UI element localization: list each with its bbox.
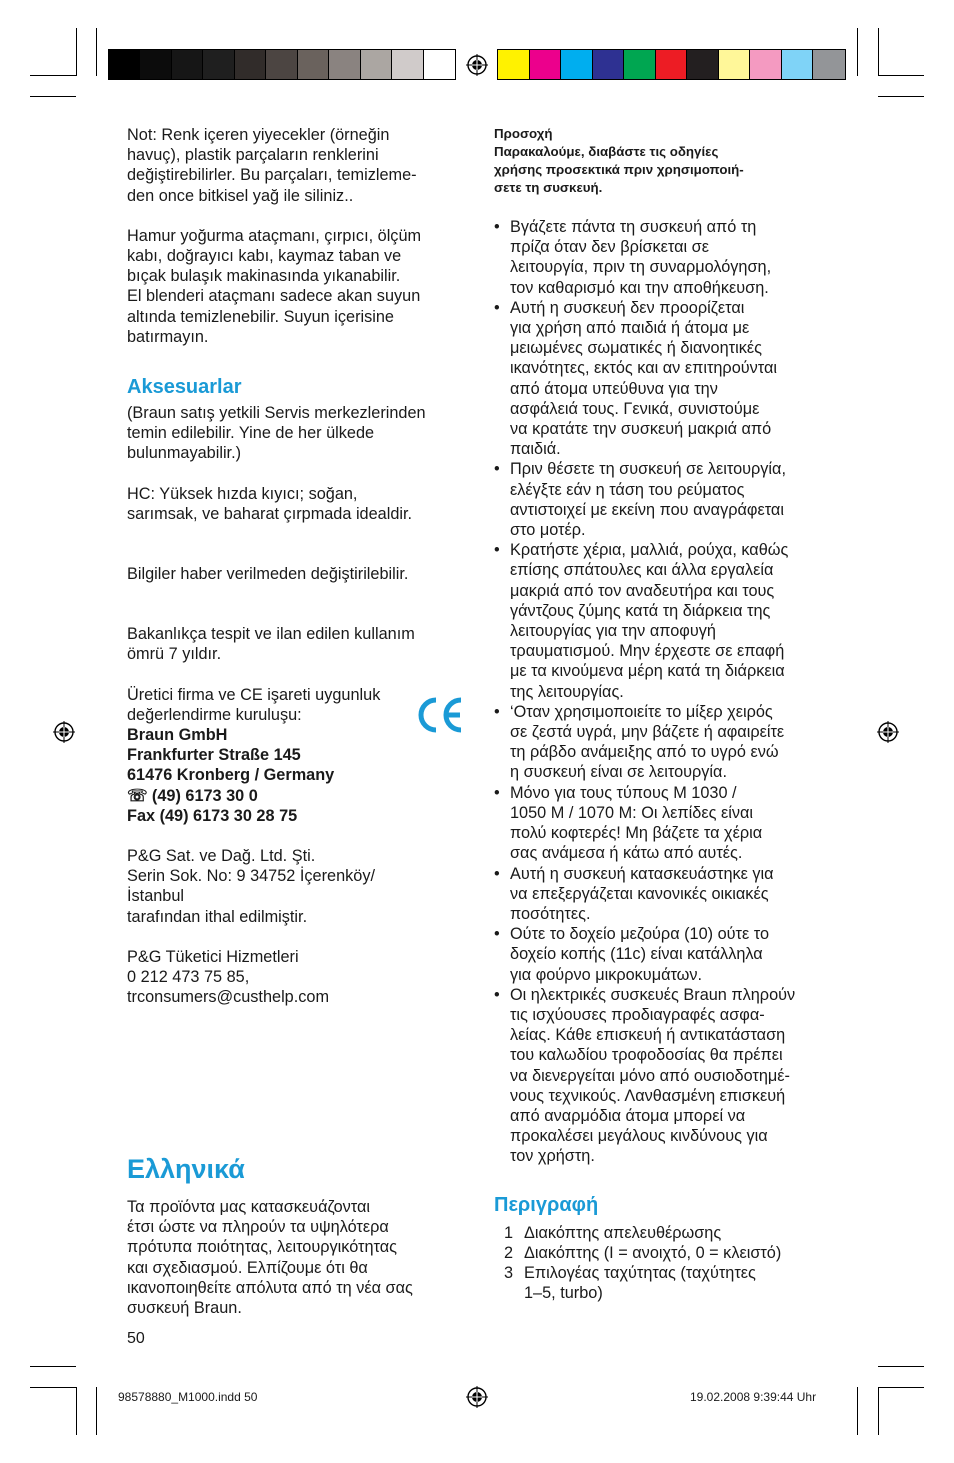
right-column — [494, 125, 844, 1303]
phone-line: ☏ (49) 6173 30 0 — [127, 786, 258, 805]
color-swatch — [392, 50, 423, 79]
color-swatch — [750, 50, 782, 79]
color-swatch — [498, 50, 530, 79]
crop-mark — [878, 28, 879, 76]
text-line: του καλωδίου τροφοδοσίας θα πρέπει — [510, 1046, 783, 1065]
text-line: σε ζεστά υγρά, μην βάζετε ή αφαιρείτε — [510, 723, 785, 742]
text-line: νους τεχνικούς. Λανθασμένη επισκευή — [510, 1086, 786, 1105]
text-line: να κρατάτε την συσκευή μακριά από — [510, 420, 772, 439]
text-line: altında temizlenebilir. Suyun içerisine — [127, 307, 394, 326]
crop-mark — [878, 75, 924, 76]
crop-mark — [857, 28, 858, 76]
item-number: 1 — [504, 1223, 514, 1242]
crop-mark — [878, 96, 924, 97]
text-line: της λειτουργίας. — [510, 682, 624, 701]
text-line: ποσότητες. — [510, 904, 591, 923]
registration-mark-icon — [466, 54, 488, 76]
text-line: • Μόνο για τους τύπους M 1030 / — [510, 783, 737, 802]
text-line: tarafından ithal edilmiştir. — [127, 907, 308, 926]
text-line: temin edilebilir. Yine de her ülkede — [127, 424, 375, 443]
color-swatch — [561, 50, 593, 79]
text-line: επίσης σπάτουλες και άλλα εργαλεία — [510, 561, 774, 580]
text-line: η συσκευή είναι σε λειτουργία. — [510, 763, 727, 782]
text-line: τον καθαρισμό και την αποθήκευση. — [510, 278, 769, 297]
text-line: πρίζα όταν δεν βρίσκεται σε — [510, 238, 709, 257]
color-swatch — [782, 50, 814, 79]
company-address — [127, 725, 467, 786]
crop-mark — [30, 96, 76, 97]
color-swatch — [361, 50, 392, 79]
color-swatch — [140, 50, 171, 79]
text-line: batırmayın. — [127, 327, 209, 346]
change-notice: Bilgiler haber verilmeden değiştirilebilir. — [127, 565, 409, 584]
text-line: kabı, doğrayıcı kabı, kaymaz taban ve — [127, 247, 402, 266]
text-line: στο μοτέρ. — [510, 521, 586, 540]
text-line: από άτομα υπεύθυνα για την — [510, 379, 718, 398]
text-line: 1050 M / 1070 M: Οι λεπίδες είναι — [510, 803, 754, 822]
text-line: και σχεδιασμού. Ελπίζουμε ότι θα — [127, 1258, 368, 1277]
safety-item — [494, 985, 844, 1167]
text-line: αντιστοιχεί με εκείνη που αναγράφεται — [510, 500, 784, 519]
fax-line: Fax (49) 6173 30 28 75 — [127, 806, 298, 825]
accessories-heading: Aksesuarlar — [127, 376, 242, 399]
text-line: havuç), plastik parçaların renklerini — [127, 146, 379, 165]
intro-paragraph — [127, 1197, 467, 1318]
color-swatch — [813, 50, 845, 79]
cleaning-paragraph — [127, 226, 467, 347]
text-line: τον χρήστη. — [510, 1147, 595, 1166]
text-line: den once bitkisel yağ ile siliniz.. — [127, 186, 354, 205]
text-line: χρήσης προσεκτικά πριν χρησιμοποιή- — [494, 162, 744, 177]
text-line: Bakanlıkça tespit ve ilan edilen kullanım — [127, 625, 415, 644]
color-swatch — [172, 50, 203, 79]
text-line: για χρήση από παιδιά ή άτομα με — [510, 319, 750, 338]
text-line: να επεξεργάζεται κανονικές οικιακές — [510, 884, 769, 903]
text-line: λειτουργίας για την αποφυγή — [510, 622, 716, 641]
text-line: İstanbul — [127, 887, 185, 906]
lifetime-paragraph — [127, 624, 467, 664]
safety-item — [494, 217, 844, 298]
text-line: Braun GmbH — [127, 726, 228, 745]
safety-list — [494, 217, 844, 1167]
text-line: 61476 Kronberg / Germany — [127, 766, 335, 785]
text-line: Επιλογέας ταχύτητας (ταχύτητες — [524, 1263, 756, 1282]
text-line: Serin Sok. No: 9 34752 İçerenköy/ — [127, 867, 375, 886]
text-line: • Αυτή η συσκευή δεν προορίζεται — [510, 298, 745, 317]
ce-mark-icon — [416, 697, 464, 733]
text-line: τραυματισμού. Μην έρχεστε σε επαφή — [510, 642, 785, 661]
footer-timestamp: 19.02.2008 9:39:44 Uhr — [690, 1390, 817, 1404]
text-line: σας ανάμεσα ή κάτω από αυτές. — [510, 844, 743, 863]
crop-mark — [96, 1387, 97, 1435]
color-swatch — [329, 50, 360, 79]
text-line: από αναρμόδια άτομα μπορεί να — [510, 1106, 746, 1125]
text-line: Διακόπτης απελευθέρωσης — [524, 1223, 722, 1242]
text-line: sarımsak, ve baharat çırpmada idealdir. — [127, 504, 413, 523]
accessories-paragraph — [127, 403, 467, 464]
color-swatch — [109, 50, 140, 79]
text-line: • Αυτή η συσκευή κατασκευάστηκε για — [510, 864, 774, 883]
text-line: συσκευή Braun. — [127, 1299, 242, 1318]
text-line: έτσι ώστε να πληρούν τα υψηλότερα — [127, 1218, 389, 1237]
text-line: P&G Tüketici Hizmetleri — [127, 947, 299, 966]
registration-mark-icon — [877, 721, 899, 743]
text-line: παιδιά. — [510, 440, 561, 459]
footer-file-info: 98578880_M1000.indd 50 — [118, 1390, 258, 1404]
registration-mark-icon — [466, 1386, 488, 1408]
safety-item — [494, 702, 844, 783]
color-swatch — [719, 50, 751, 79]
safety-item — [494, 540, 844, 702]
description-item — [494, 1263, 844, 1303]
text-line: • Οι ηλεκτρικές συσκευές Braun πληρούν — [510, 985, 796, 1004]
crop-mark — [30, 75, 76, 76]
left-column — [127, 125, 467, 1008]
greek-intro-section — [127, 1153, 467, 1318]
text-line: μακριά από τον αναδευτήρα και τους — [510, 581, 775, 600]
text-line: bulunmayabilir.) — [127, 444, 242, 463]
description-item — [494, 1243, 844, 1263]
color-swatch — [203, 50, 234, 79]
text-line: λειτουργία, πριν τη συναρμολόγηση, — [510, 258, 772, 277]
text-line: Frankfurter Straße 145 — [127, 746, 301, 765]
crop-mark — [30, 1366, 76, 1367]
text-line: ελέγξτε εάν η τάση του ρεύματος — [510, 480, 745, 499]
color-swatch — [424, 50, 455, 79]
phone-icon: ☏ — [127, 786, 148, 805]
color-swatch — [266, 50, 297, 79]
safety-item — [494, 783, 844, 864]
hc-paragraph — [127, 484, 467, 524]
text-line: τη ράβδο ανάμειξης από το υγρό ενώ — [510, 743, 779, 762]
text-line: (Braun satış yetkili Servis merkezlerinden — [127, 404, 426, 423]
text-line: Παρακαλούμε, διαβάστε τις οδηγίες — [494, 144, 719, 159]
registration-mark-icon — [53, 721, 75, 743]
text-line: προκαλέσει μεγάλους κινδύνους για — [510, 1127, 768, 1146]
text-line: Üretici firma ve CE işareti uygunluk — [127, 685, 381, 704]
crop-mark — [76, 28, 77, 76]
safety-item — [494, 864, 844, 925]
text-line: bıçak bulaşık makinasında yıkanabilir. — [127, 267, 401, 286]
text-line: για φούρνο μικροκυμάτων. — [510, 965, 703, 984]
item-number: 3 — [504, 1263, 514, 1282]
importer-paragraph — [127, 846, 467, 927]
caution-text — [494, 143, 844, 197]
crop-mark — [76, 1387, 77, 1435]
process-color-bar — [497, 49, 846, 80]
color-swatch — [235, 50, 266, 79]
text-line: • Βγάζετε πάντα τη συσκευή από τη — [510, 218, 757, 236]
text-line: πρότυπα ποιότητας, λειτουργικότητας — [127, 1238, 397, 1257]
text-line: Hamur yoğurma ataçmanı, çırpıcı, ölçüm — [127, 226, 422, 245]
text-line: • Πριν θέσετε τη συσκευή σε λειτουργία, — [510, 460, 786, 479]
color-swatch — [687, 50, 719, 79]
crop-mark — [96, 28, 97, 76]
crop-mark — [878, 1366, 924, 1367]
text-line: • Ούτε το δοχείο μεζούρα (10) ούτε το — [510, 925, 770, 944]
text-line: ömrü 7 yıldır. — [127, 645, 222, 664]
crop-mark — [30, 1387, 76, 1388]
item-number: 2 — [504, 1243, 514, 1262]
crop-mark — [878, 1387, 879, 1435]
text-line: HC: Yüksek hızda kıyıcı; soğan, — [127, 484, 358, 503]
text-line: değiştirebilirler. Bu parçaları, temizleme- — [127, 166, 417, 185]
text-line: να διενεργείται μόνο από ουσιοδοτημέ- — [510, 1066, 790, 1085]
caution-title: Προσοχή — [494, 126, 553, 141]
safety-item — [494, 924, 844, 985]
text-line: γάντζους ζύμης κατά τη διάρκεια της — [510, 601, 771, 620]
text-line: ικανοποιηθείτε απόλυτα από τη νέα σας — [127, 1278, 413, 1297]
grayscale-color-bar — [108, 49, 456, 80]
text-line: μειωμένες σωματικές ή διανοητικές — [510, 339, 762, 358]
color-swatch — [656, 50, 688, 79]
text-line: Διακόπτης (I = ανοιχτό, 0 = κλειστό) — [524, 1243, 782, 1262]
crop-mark — [857, 1387, 858, 1435]
language-heading: Ελληνικά — [127, 1154, 245, 1184]
text-line: λείας. Κάθε επισκευή ή αντικατάσταση — [510, 1026, 786, 1045]
text-line: El blenderi ataçmanı sadece akan suyun — [127, 287, 421, 306]
text-line: πολύ κοφτερές! Μη βάζετε τα χέρια — [510, 824, 763, 843]
crop-mark — [878, 1387, 924, 1388]
color-swatch — [593, 50, 625, 79]
safety-item — [494, 459, 844, 540]
text-line: ικανότητες, εκτός και αν επιτηρούνται — [510, 359, 778, 378]
text-line: δοχείο κοπής (11c) είναι κατάλληλα — [510, 945, 763, 964]
description-heading: Περιγραφή — [494, 1193, 599, 1216]
service-paragraph — [127, 947, 467, 1008]
color-swatch — [298, 50, 329, 79]
text-line: ασφάλειά τους. Γενικά, συνιστούμε — [510, 399, 760, 418]
text-line: • Κρατήστε χέρια, μαλλιά, ρούχα, καθώς — [510, 541, 789, 560]
color-swatch — [530, 50, 562, 79]
text-line: trconsumers@custhelp.com — [127, 988, 330, 1007]
text-line: σετε τη συσκευή. — [494, 180, 603, 195]
text-line: με τα κινούμενα μέρη κατά τη διάρκεια — [510, 662, 785, 681]
text-line: • ‘Οταν χρησιμοποιείτε το μίξερ χειρός — [510, 702, 773, 721]
text-line: Τα προϊόντα μας κατασκευάζονται — [127, 1198, 371, 1216]
text-line: P&G Sat. ve Dağ. Ltd. Şti. — [127, 847, 316, 866]
text-line: 1–5, turbo) — [524, 1284, 603, 1303]
description-list — [494, 1223, 844, 1304]
note-paragraph — [127, 125, 467, 206]
text-line: değerlendirme kuruluşu: — [127, 705, 302, 724]
text-line: τις ισχύουσες προδιαγραφές ασφα- — [510, 1005, 765, 1024]
safety-item — [494, 298, 844, 460]
text-line: Not: Renk içeren yiyecekler (örneğin — [127, 126, 390, 144]
page-number: 50 — [127, 1330, 145, 1347]
text-line: 0 212 473 75 85, — [127, 968, 250, 987]
description-item — [494, 1223, 844, 1243]
color-swatch — [624, 50, 656, 79]
